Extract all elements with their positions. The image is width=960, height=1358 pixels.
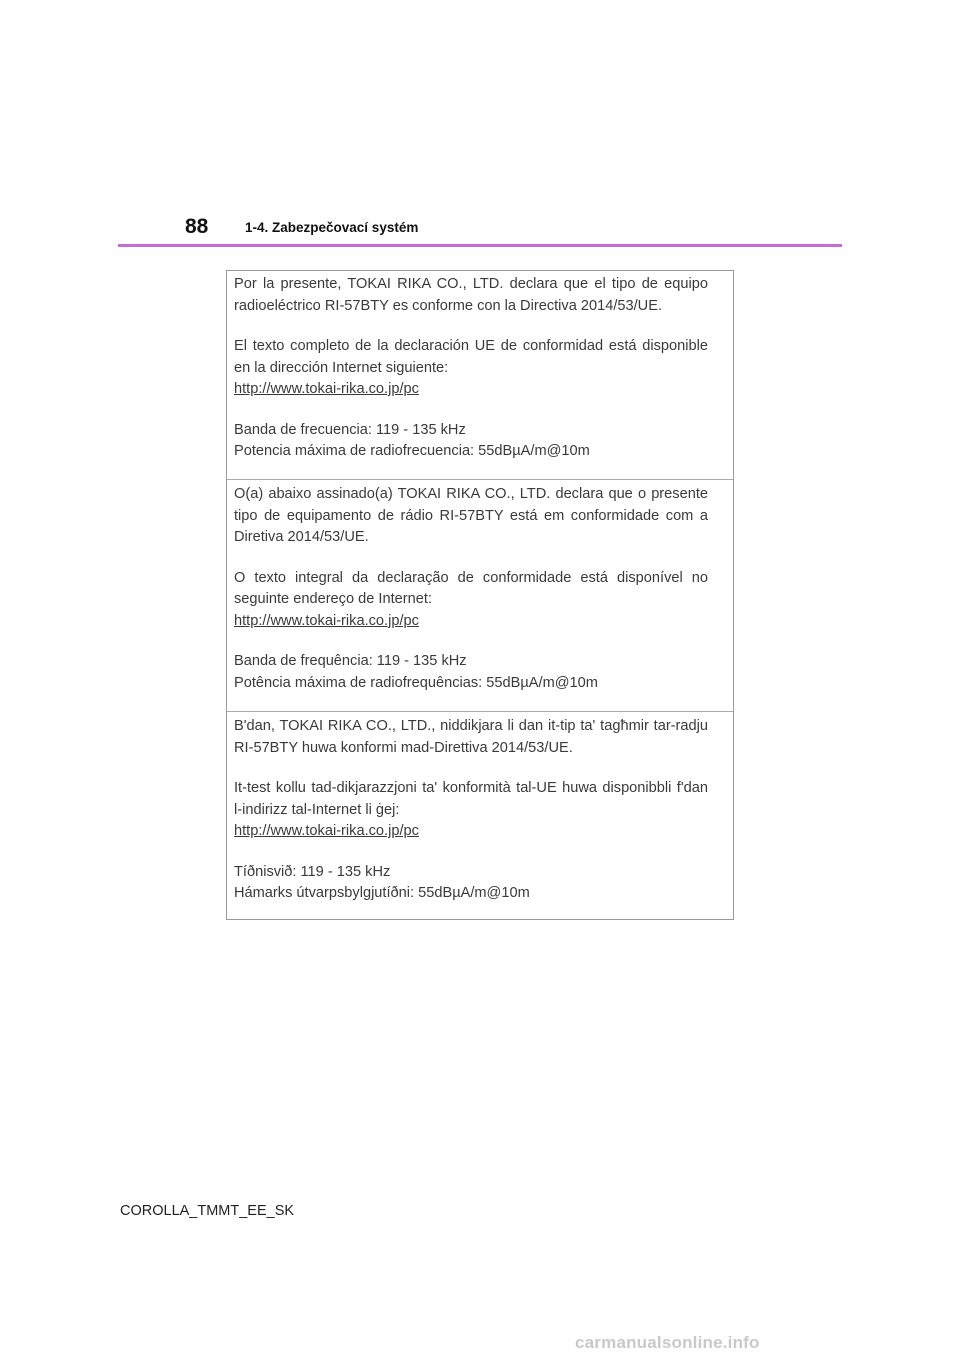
declaration-text: O(a) abaixo assinado(a) TOKAI RIKA CO., LTD. declara que o presente tipo de equipamento de rádio RI-57BTY está em conformidade com a Diretiva 2014/53/UE. [234,486,708,545]
declaration-maltese [227,716,733,905]
declaration-portuguese [227,484,733,694]
declaration-link[interactable]: http://www.tokai-rika.co.jp/pc [234,381,419,397]
availability-text: It-test kollu tad-dikjarazzjoni ta' konformità tal-UE huwa disponibbli f'dan l-indirizz tal-Internet li ġej: [234,780,708,818]
page-number: 88 [185,215,209,238]
frequency-band: Banda de frequência: 119 - 135 kHz [234,653,467,669]
section-divider [227,479,733,480]
section-title: 1-4. Zabezpečovací systém [245,220,419,235]
declaration-box [226,270,734,920]
declaration-spanish [227,274,733,463]
max-power: Potência máxima de radiofrequências: 55dBµA/m@10m [234,674,598,691]
max-power: Hámarks útvarpsbylgjutíðni: 55dBµA/m@10m [234,885,530,901]
header-rule [118,244,842,247]
availability-text: El texto completo de la declaración UE de conformidad está disponible en la dirección Internet siguiente: [234,338,708,376]
availability-text: O texto integral da declaração de conformidade está disponível no seguinte endereço de Internet: [234,569,708,607]
watermark: carmanualsonline.info [575,1333,760,1352]
declaration-text: Por la presente, TOKAI RIKA CO., LTD. declara que el tipo de equipo radioeléctrico RI-57BTY es conforme con la Directiva 2014/53/UE. [234,276,708,314]
frequency-band: Tíðnisvið: 119 - 135 kHz [234,863,391,880]
frequency-band: Banda de frecuencia: 119 - 135 kHz [234,421,466,438]
declaration-text: B'dan, TOKAI RIKA CO., LTD., niddikjara li dan it-tip ta' tagħmir tar-radju RI-57BTY huwa konformi mad-Direttiva 2014/53/UE. [234,718,708,756]
section-divider [227,711,733,712]
declaration-link[interactable]: http://www.tokai-rika.co.jp/pc [234,612,419,629]
declaration-link[interactable]: http://www.tokai-rika.co.jp/pc [234,823,419,839]
document-code: COROLLA_TMMT_EE_SK [120,1203,295,1219]
max-power: Potencia máxima de radiofrecuencia: 55dBµA/m@10m [234,443,590,459]
